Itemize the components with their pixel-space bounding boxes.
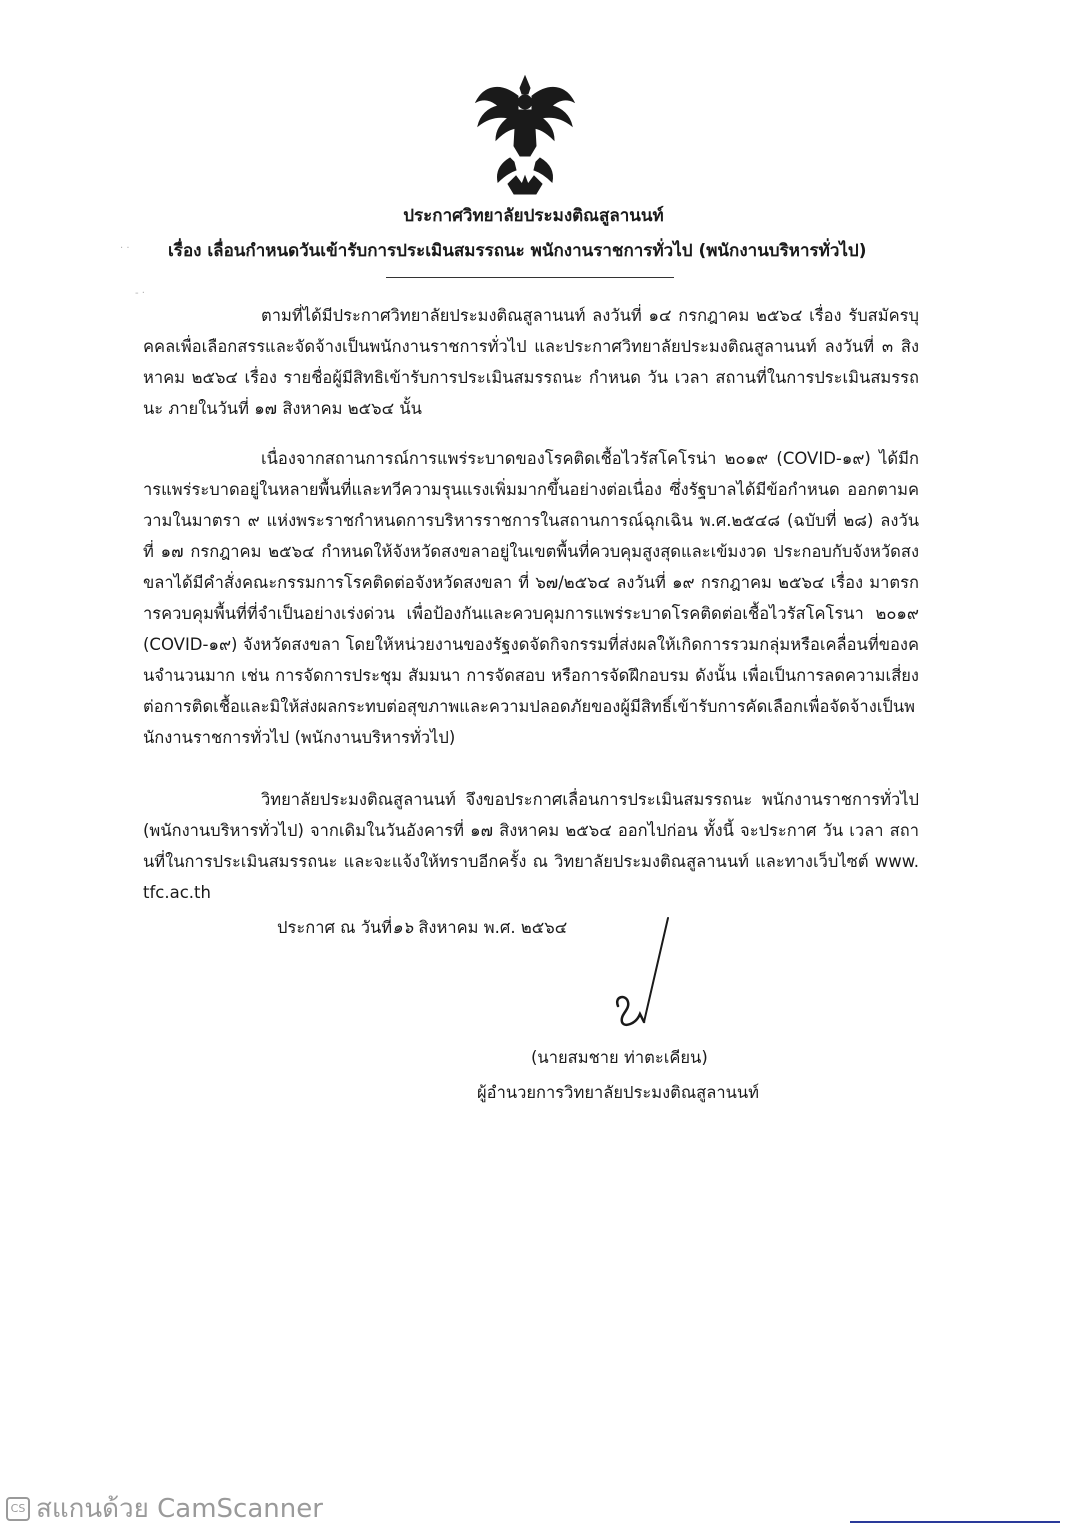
scan-speck: - ·	[135, 288, 145, 299]
announcement-prefix: ประกาศ ณ วันที่	[277, 918, 393, 937]
paragraph-covid-situation: เนื่องจากสถานการณ์การแพร่ระบาดของโรคติดเชื้อไวรัสโคโรน่า ๒๐๑๙ (COVID-๑๙) ได้มีการแพร่ระบาดอยู่ในหลายพื้นที่และทวีความรุนแรงเพิ่มมากขึ้นอย่างต่อเนื่อง ซึ่งรัฐบาลได้มีข้อกำหนด ออกตามความในมาตรา ๙ แห่งพระราชกำหนดการบริหารราชการในสถานการณ์ฉุกเฉิน พ.ศ.๒๕๔๘ (ฉบับที่ ๒๘) ลงวันที่ ๑๗ กรกฎาคม ๒๕๖๔ กำหนดให้จังหวัดสงขลาอยู่ในเขตพื้นที่ควบคุมสูงสุดและเข้มงวด ประกอบกับจังหวัดสงขลาได้มีคำสั่งคณะกรรมการโรคติดต่อจังหวัดสงขลา ที่ ๖๗/๒๕๖๔ ลงวันที่ ๑๙ กรกฎาคม ๒๕๖๔ เรื่อง มาตรการควบคุมพื้นที่ที่จำเป็นอย่างเร่งด่วน เพื่อป้องกันและควบคุมการแพร่ระบาดโรคติดต่อเชื้อไวรัสโคโรนา ๒๐๑๙ (COVID-๑๙) จังหวัดสงขลา โดยให้หน่วยงานของรัฐงดจัดกิจกรรมที่ส่งผลให้เกิดการรวมกลุ่มหรือเคลื่อนที่ของคนจำนวนมาก เช่น การจัดการประชุม สัมมนา การจัดสอบ หรือการจัดฝึกอบรม ดังนั้น เพื่อเป็นการลดความเสี่ยงต่อการติดเชื้อและมิให้ส่งผลกระทบต่อสุขภาพและความปลอดภัยของผู้มีสิทธิ์เข้ารับการคัดเลือกเพื่อจัดจ้างเป็นพนักงานราชการทั่วไป (พนักงานบริหารทั่วไป)	[143, 449, 919, 747]
camscanner-text: สแกนด้วย CamScanner	[36, 1494, 323, 1524]
document-subject: เรื่อง เลื่อนกำหนดวันเข้ารับการประเมินสมรรถนะ พนักงานราชการทั่วไป (พนักงานบริหารทั่วไป)	[168, 241, 867, 261]
footer-line	[850, 1521, 1060, 1523]
handwritten-signature-icon	[590, 910, 700, 1040]
paragraph-postponement: วิทยาลัยประมงติณสูลานนท์ จึงขอประกาศเลื่อนการประเมินสมรรถนะ พนักงานราชการทั่วไป (พนักงานบริหารทั่วไป) จากเดิมในวันอังคารที่ ๑๗ สิงหาคม ๒๕๖๔ ออกไปก่อน ทั้งนี้ จะประกาศ วัน เวลา สถานที่ในการประเมินสมรรถนะ และจะแจ้งให้ทราบอีกครั้ง ณ วิทยาลัยประมงติณสูลานนท์ และทางเว็บไซต์ www.tfc.ac.th	[143, 790, 919, 902]
title-divider	[386, 277, 674, 278]
signer-position: ผู้อำนวยการวิทยาลัยประมงติณสูลานนท์	[477, 1083, 760, 1102]
scan-speck: · ·	[120, 243, 130, 254]
camscanner-logo-icon: CS	[6, 1497, 30, 1521]
camscanner-watermark	[6, 1488, 323, 1529]
announcement-date	[277, 915, 567, 941]
garuda-emblem-icon	[470, 72, 580, 200]
signer-name: (นายสมชาย ท่าตะเคียน)	[531, 1048, 708, 1067]
announcement-suffix: สิงหาคม พ.ศ. ๒๕๖๔	[418, 918, 568, 937]
paragraph-reference: ตามที่ได้มีประกาศวิทยาลัยประมงติณสูลานนท์ ลงวันที่ ๑๔ กรกฎาคม ๒๕๖๔ เรื่อง รับสมัครบุคคลเพื่อเลือกสรรและจัดจ้างเป็นพนักงานราชการทั่วไป และประกาศวิทยาลัยประมงติณสูลานนท์ ลงวันที่ ๓ สิงหาคม ๒๕๖๔ เรื่อง รายชื่อผู้มีสิทธิเข้ารับการประเมินสมรรถนะ กำหนด วัน เวลา สถานที่ในการประเมินสมรรถนะ ภายในวันที่ ๑๗ สิงหาคม ๒๕๖๔ นั้น	[143, 306, 919, 418]
document-title: ประกาศวิทยาลัยประมงติณสูลานนท์	[403, 206, 664, 226]
announcement-day: ๑๖	[392, 918, 414, 937]
